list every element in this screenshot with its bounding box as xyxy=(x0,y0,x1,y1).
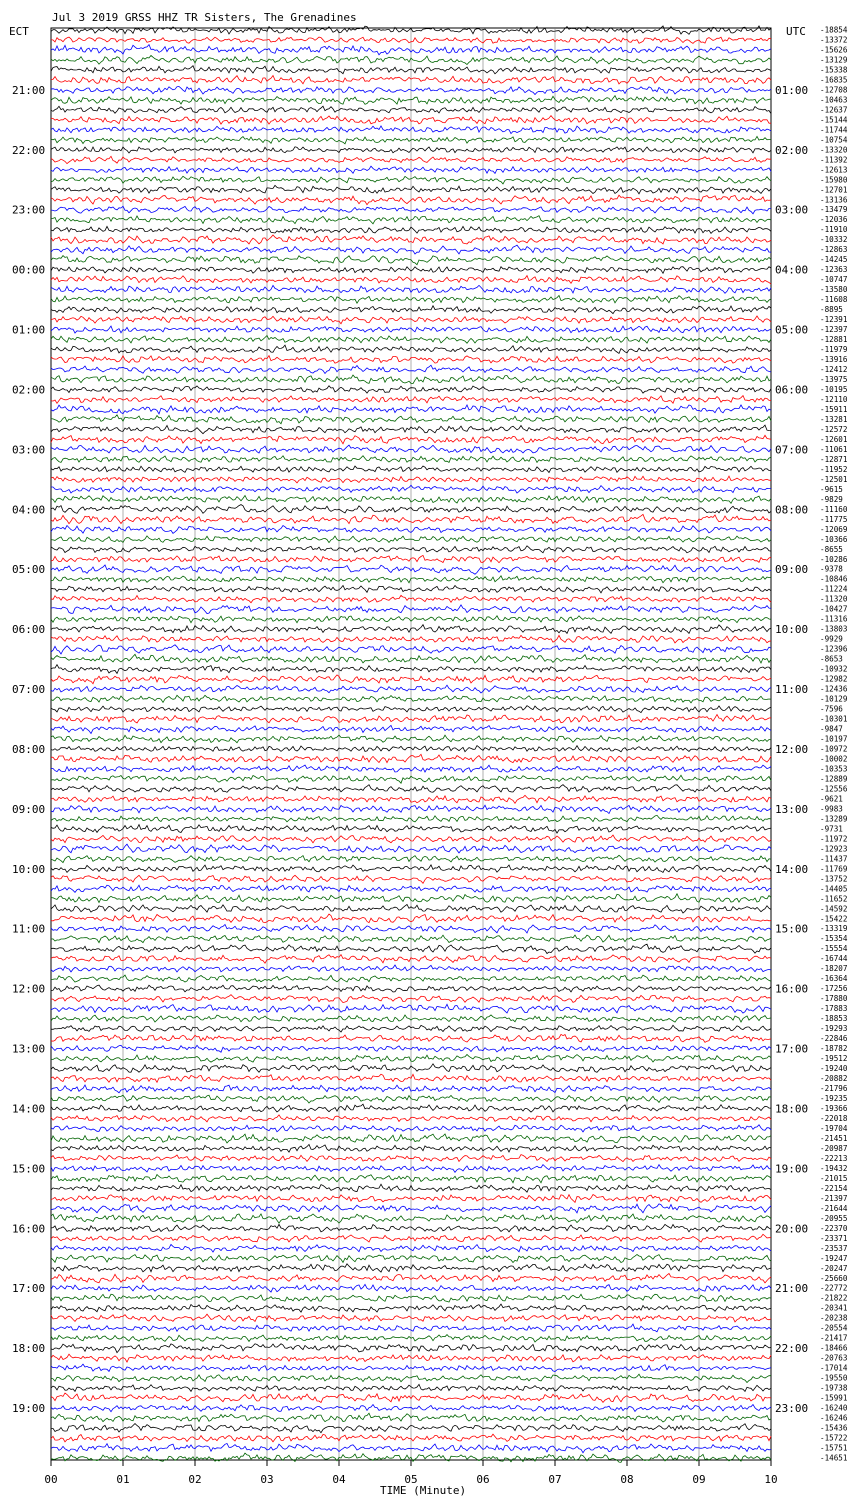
trace-offset-label-112: -21451 xyxy=(820,1133,848,1143)
trace-offset-label-54: -10286 xyxy=(820,554,848,564)
right-hour-label-3: 03:00 xyxy=(775,203,809,217)
trace-offset-label-14: -11392 xyxy=(820,155,848,165)
trace-offset-label-43: -11061 xyxy=(820,444,848,454)
trace-offset-label-105: -19240 xyxy=(820,1064,848,1073)
right-hour-label-4: 04:00 xyxy=(775,263,809,277)
trace-offset-label-4: -13129 xyxy=(820,55,848,65)
trace-offset-label-124: -19247 xyxy=(820,1253,848,1263)
trace-offset-label-59: -10427 xyxy=(820,604,848,614)
trace-offset-label-90: -15422 xyxy=(820,914,848,924)
trace-offset-label-91: -13319 xyxy=(820,924,848,934)
left-hour-label-22: 18:00 xyxy=(12,1342,46,1356)
trace-offset-label-53: -8655 xyxy=(820,544,843,554)
left-hour-label-10: 06:00 xyxy=(12,623,46,637)
trace-offset-label-115: -19432 xyxy=(820,1163,848,1173)
trace-offset-label-89: -14592 xyxy=(820,904,848,914)
trace-offset-label-52: -10366 xyxy=(820,534,848,544)
trace-offset-label-82: -11972 xyxy=(820,834,848,844)
trace-offset-label-28: -11608 xyxy=(820,295,848,305)
right-hour-label-18: 18:00 xyxy=(775,1102,809,1116)
trace-offset-label-133: -18466 xyxy=(820,1343,848,1353)
trace-offset-label-108: -19235 xyxy=(820,1094,848,1103)
trace-offset-label-41: -12572 xyxy=(820,424,848,434)
trace-offset-label-75: -10353 xyxy=(820,764,848,774)
trace-offset-label-1: -18854 xyxy=(820,25,848,35)
trace-offset-label-31: -12397 xyxy=(820,325,848,335)
trace-offset-label-56: -10846 xyxy=(820,574,848,584)
x-axis-ticks xyxy=(44,1460,777,1486)
trace-offset-label-18: -13136 xyxy=(820,195,848,205)
x-tick-label-04: 04 xyxy=(332,1473,346,1486)
trace-offset-label-47: -9615 xyxy=(820,484,843,494)
trace-offset-label-79: -9983 xyxy=(820,804,843,814)
trace-offset-label-12: -10754 xyxy=(820,135,848,145)
right-hour-label-13: 13:00 xyxy=(775,802,809,816)
trace-offset-label-107: -21796 xyxy=(820,1084,848,1093)
right-hour-label-21: 21:00 xyxy=(775,1282,809,1296)
right-hour-label-9: 09:00 xyxy=(775,563,809,577)
x-tick-label-02: 02 xyxy=(188,1473,202,1486)
x-tick-label-00: 00 xyxy=(44,1473,58,1486)
left-hour-label-3: 23:00 xyxy=(12,203,46,217)
trace-offset-label-2: -13372 xyxy=(820,35,848,45)
trace-offset-label-61: -13803 xyxy=(820,624,848,634)
trace-offset-label-16: -15980 xyxy=(820,175,848,185)
x-tick-label-01: 01 xyxy=(116,1473,130,1486)
chart-title: Jul 3 2019 GRSS HHZ TR Sisters, The Grenadines xyxy=(52,11,357,24)
left-hour-label-21: 17:00 xyxy=(12,1282,46,1296)
trace-offset-label-113: -20987 xyxy=(820,1143,848,1153)
x-tick-label-03: 03 xyxy=(260,1473,274,1486)
trace-offset-label-142: -15722 xyxy=(820,1433,848,1443)
trace-offset-label-110: -22018 xyxy=(820,1114,848,1123)
trace-offset-label-95: -18207 xyxy=(820,964,848,974)
right-hour-label-15: 15:00 xyxy=(775,922,809,936)
left-hour-labels xyxy=(12,84,45,1415)
trace-offset-label-132: -21417 xyxy=(820,1333,848,1343)
trace-offset-label-97: -17256 xyxy=(820,984,848,994)
left-hour-label-4: 00:00 xyxy=(12,263,46,277)
trace-offset-label-106: -20882 xyxy=(820,1074,848,1083)
left-timezone-label: ECT xyxy=(9,25,29,38)
left-hour-label-16: 12:00 xyxy=(12,982,46,996)
trace-offset-label-8: -10463 xyxy=(820,95,848,105)
trace-offset-label-87: -14405 xyxy=(820,884,848,894)
right-hour-label-6: 06:00 xyxy=(775,383,809,397)
right-hour-label-23: 23:00 xyxy=(775,1402,809,1416)
right-hour-label-16: 16:00 xyxy=(775,982,809,996)
trace-offset-label-139: -16240 xyxy=(820,1403,848,1413)
left-hour-label-13: 09:00 xyxy=(12,802,46,816)
trace-offset-label-66: -12982 xyxy=(820,674,848,684)
trace-offset-label-101: -19293 xyxy=(820,1024,848,1034)
trace-offset-label-129: -20341 xyxy=(820,1303,848,1313)
trace-offset-label-60: -11316 xyxy=(820,614,848,624)
trace-offset-label-100: -18853 xyxy=(820,1014,848,1024)
trace-offset-labels xyxy=(820,26,848,1463)
left-hour-label-19: 15:00 xyxy=(12,1162,46,1176)
trace-offset-label-131: -20554 xyxy=(820,1323,848,1333)
trace-offset-label-37: -10195 xyxy=(820,385,848,394)
right-hour-label-14: 14:00 xyxy=(775,862,809,876)
left-hour-label-12: 08:00 xyxy=(12,743,46,756)
trace-offset-label-118: -21397 xyxy=(820,1193,848,1203)
trace-offset-label-71: -9847 xyxy=(820,724,843,734)
right-hour-label-20: 20:00 xyxy=(775,1222,809,1236)
trace-offset-label-86: -13752 xyxy=(820,874,848,884)
trace-offset-label-144: -14651 xyxy=(820,1453,848,1463)
trace-offset-label-119: -21644 xyxy=(820,1203,848,1213)
right-hour-label-10: 10:00 xyxy=(775,623,809,637)
trace-offset-label-135: -17014 xyxy=(820,1363,848,1373)
trace-offset-label-65: -10932 xyxy=(820,664,848,674)
trace-offset-label-140: -16246 xyxy=(820,1413,848,1423)
trace-offset-label-69: -7596 xyxy=(820,704,843,714)
trace-offset-label-92: -15354 xyxy=(820,934,848,944)
right-hour-label-2: 02:00 xyxy=(775,143,809,157)
right-hour-label-7: 07:00 xyxy=(775,443,809,457)
trace-offset-label-30: -12391 xyxy=(820,315,848,325)
trace-offset-label-81: -9731 xyxy=(820,824,843,834)
trace-offset-label-5: -15338 xyxy=(820,65,848,75)
right-hour-labels xyxy=(775,84,808,1415)
trace-offset-label-136: -19550 xyxy=(820,1373,848,1383)
trace-offset-label-26: -10747 xyxy=(820,275,848,285)
trace-offset-label-17: -12701 xyxy=(820,185,848,195)
trace-offset-label-38: -12110 xyxy=(820,395,848,404)
trace-offset-label-121: -22370 xyxy=(820,1223,848,1233)
minute-gridlines xyxy=(123,28,699,1460)
trace-offset-label-63: -12396 xyxy=(820,644,848,654)
trace-offset-label-85: -11769 xyxy=(820,864,848,874)
trace-offset-label-84: -11437 xyxy=(820,854,848,864)
trace-offset-label-122: -23371 xyxy=(820,1233,848,1243)
trace-offset-label-64: -8653 xyxy=(820,654,843,664)
trace-offset-label-80: -13289 xyxy=(820,814,848,824)
x-axis-label: TIME (Minute) xyxy=(380,1484,467,1497)
trace-offset-label-98: -17880 xyxy=(820,994,848,1004)
trace-offset-label-88: -11652 xyxy=(820,894,848,904)
trace-offset-label-109: -19366 xyxy=(820,1104,848,1113)
left-hour-label-2: 22:00 xyxy=(12,143,46,157)
trace-offset-label-35: -12412 xyxy=(820,365,848,374)
right-timezone-label: UTC xyxy=(786,25,806,38)
left-hour-label-8: 04:00 xyxy=(12,503,46,517)
trace-offset-label-114: -22213 xyxy=(820,1153,848,1163)
left-hour-label-5: 01:00 xyxy=(12,323,46,337)
trace-offset-label-22: -10332 xyxy=(820,235,848,245)
trace-offset-label-7: -12708 xyxy=(820,85,848,95)
trace-offset-label-77: -12556 xyxy=(820,784,848,794)
left-hour-label-17: 13:00 xyxy=(12,1042,46,1056)
right-hour-label-17: 17:00 xyxy=(775,1042,809,1056)
trace-offset-label-19: -13479 xyxy=(820,205,848,215)
trace-offset-label-104: -19512 xyxy=(820,1054,848,1064)
trace-offset-label-6: -16835 xyxy=(820,75,848,85)
trace-offset-label-68: -10129 xyxy=(820,694,848,704)
trace-offset-label-102: -22846 xyxy=(820,1034,848,1044)
x-tick-label-06: 06 xyxy=(476,1473,490,1486)
trace-offset-label-76: -12889 xyxy=(820,774,848,784)
right-hour-label-8: 08:00 xyxy=(775,503,809,517)
trace-offset-label-44: -12871 xyxy=(820,454,848,464)
trace-offset-label-48: -9829 xyxy=(820,494,843,504)
trace-offset-label-123: -23537 xyxy=(820,1243,848,1253)
x-tick-label-05: 05 xyxy=(404,1473,418,1486)
right-hour-label-22: 22:00 xyxy=(775,1342,809,1356)
trace-offset-label-39: -15911 xyxy=(820,405,848,414)
left-hour-label-6: 02:00 xyxy=(12,383,46,397)
trace-offset-label-29: -8895 xyxy=(820,305,843,315)
trace-offset-label-36: -13975 xyxy=(820,375,848,384)
left-hour-label-7: 03:00 xyxy=(12,443,46,457)
trace-offset-label-127: -22772 xyxy=(820,1283,848,1293)
left-hour-label-11: 07:00 xyxy=(12,683,46,697)
trace-offset-label-13: -13320 xyxy=(820,145,848,155)
trace-offset-label-21: -11910 xyxy=(820,225,848,235)
trace-offset-label-32: -12881 xyxy=(820,335,848,345)
trace-offset-label-11: -11744 xyxy=(820,125,848,135)
right-hour-label-5: 05:00 xyxy=(775,323,809,337)
trace-offset-label-10: -15144 xyxy=(820,115,848,125)
trace-offset-label-55: -9378 xyxy=(820,564,843,574)
x-tick-label-08: 08 xyxy=(620,1473,634,1486)
trace-offset-label-9: -12637 xyxy=(820,105,848,115)
x-tick-label-10: 10 xyxy=(764,1473,778,1486)
trace-offset-label-34: -13916 xyxy=(820,355,848,364)
left-hour-label-9: 05:00 xyxy=(12,563,46,577)
trace-offset-label-51: -12069 xyxy=(820,524,848,534)
trace-offset-label-117: -22154 xyxy=(820,1183,848,1193)
trace-offset-label-57: -11224 xyxy=(820,584,848,594)
trace-offset-label-3: -15626 xyxy=(820,45,848,55)
trace-offset-label-137: -19738 xyxy=(820,1383,848,1393)
trace-offset-label-58: -11320 xyxy=(820,594,848,604)
trace-offset-label-96: -16364 xyxy=(820,974,848,984)
trace-offset-label-111: -19704 xyxy=(820,1124,848,1133)
trace-offset-label-130: -20238 xyxy=(820,1313,848,1323)
trace-offset-label-67: -12436 xyxy=(820,684,848,694)
trace-offset-label-120: -20955 xyxy=(820,1213,848,1223)
trace-offset-label-143: -15751 xyxy=(820,1443,848,1453)
trace-offset-label-20: -12036 xyxy=(820,215,848,225)
left-hour-label-1: 21:00 xyxy=(12,83,46,97)
trace-offset-label-94: -16744 xyxy=(820,954,848,964)
right-hour-label-12: 12:00 xyxy=(775,743,809,756)
trace-offset-label-50: -11775 xyxy=(820,514,848,524)
x-tick-label-07: 07 xyxy=(548,1473,562,1486)
trace-offset-label-15: -12613 xyxy=(820,165,848,175)
trace-offset-label-62: -9929 xyxy=(820,634,843,644)
trace-offset-label-128: -21822 xyxy=(820,1293,848,1303)
trace-offset-label-78: -9621 xyxy=(820,794,843,804)
trace-offset-label-93: -15554 xyxy=(820,944,848,954)
trace-offset-label-27: -13580 xyxy=(820,285,848,295)
trace-offset-label-134: -20763 xyxy=(820,1353,848,1363)
trace-offset-label-25: -12363 xyxy=(820,265,848,275)
left-hour-label-15: 11:00 xyxy=(12,922,46,936)
right-hour-label-19: 19:00 xyxy=(775,1162,809,1176)
trace-offset-label-99: -17883 xyxy=(820,1004,848,1014)
trace-offset-label-138: -15991 xyxy=(820,1393,848,1403)
right-hour-label-11: 11:00 xyxy=(775,683,809,697)
trace-offset-label-126: -25660 xyxy=(820,1273,848,1283)
trace-offset-label-103: -18782 xyxy=(820,1044,848,1054)
trace-offset-label-40: -13281 xyxy=(820,415,848,424)
trace-offset-label-46: -12501 xyxy=(820,474,848,484)
trace-offset-label-23: -12863 xyxy=(820,245,848,255)
trace-offset-label-141: -15436 xyxy=(820,1423,848,1433)
trace-offset-label-45: -11952 xyxy=(820,464,848,474)
trace-offset-label-49: -11160 xyxy=(820,504,848,514)
left-hour-label-23: 19:00 xyxy=(12,1402,46,1416)
trace-offset-label-33: -11979 xyxy=(820,345,848,355)
trace-offset-label-72: -10197 xyxy=(820,734,848,744)
right-hour-label-1: 01:00 xyxy=(775,83,809,97)
trace-offset-label-83: -12923 xyxy=(820,844,848,854)
trace-offset-label-24: -14245 xyxy=(820,255,848,265)
trace-offset-label-125: -20247 xyxy=(820,1263,848,1273)
left-hour-label-14: 10:00 xyxy=(12,862,46,876)
trace-offset-label-42: -12601 xyxy=(820,434,848,444)
trace-offset-label-73: -10972 xyxy=(820,744,848,754)
trace-offset-label-70: -10301 xyxy=(820,714,848,724)
left-hour-label-20: 16:00 xyxy=(12,1222,46,1236)
trace-offset-label-116: -21015 xyxy=(820,1173,848,1183)
trace-offset-label-74: -10002 xyxy=(820,754,848,764)
left-hour-label-18: 14:00 xyxy=(12,1102,46,1116)
x-tick-label-09: 09 xyxy=(692,1473,706,1486)
